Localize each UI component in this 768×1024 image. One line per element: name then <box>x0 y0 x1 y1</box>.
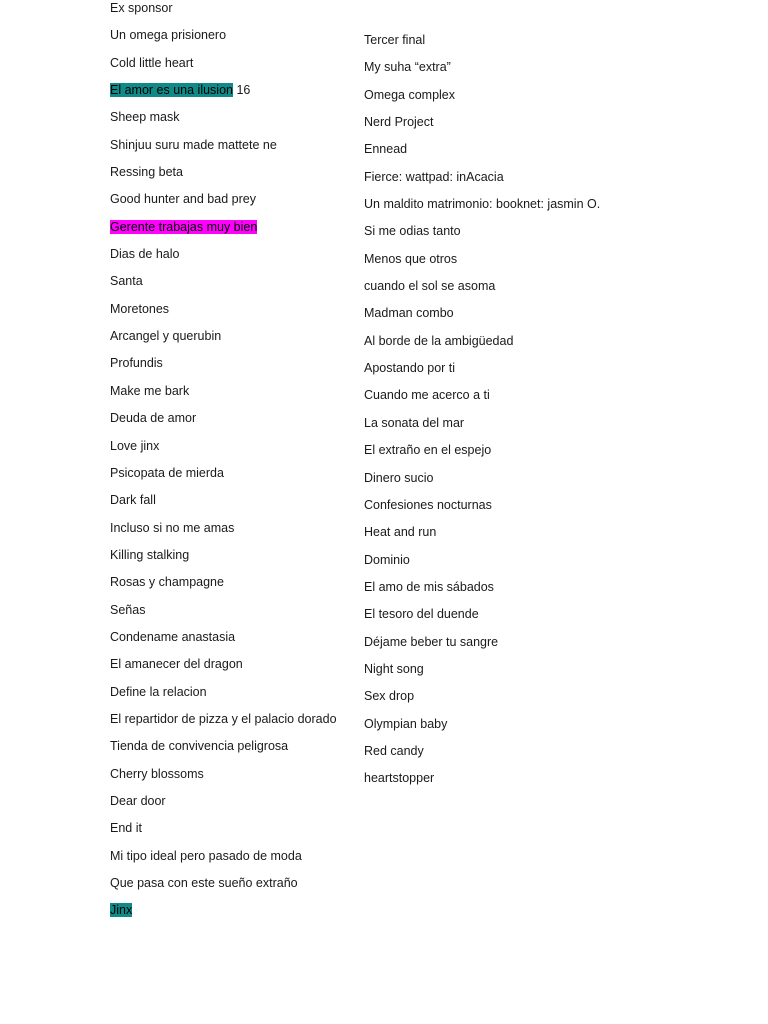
list-item <box>364 524 600 551</box>
list-item <box>364 114 600 141</box>
list-item <box>110 82 337 109</box>
list-item <box>110 246 337 273</box>
title-text: End it <box>110 821 142 836</box>
title-text: Killing stalking <box>110 547 190 562</box>
title-text: Omega complex <box>364 87 456 102</box>
list-item <box>110 465 337 492</box>
title-text: El extraño en el espejo <box>364 443 492 458</box>
title-text: Dear door <box>110 793 166 808</box>
title-text: Menos que otros <box>364 251 458 266</box>
list-item <box>364 59 600 86</box>
title-text: El repartidor de pizza y el palacio dorado <box>110 711 337 726</box>
title-text: Shinjuu suru made mattete ne <box>110 137 277 152</box>
list-item <box>110 164 337 191</box>
title-text: Dinero sucio <box>364 470 434 485</box>
title-text: Si me odias tanto <box>364 224 461 239</box>
list-item <box>364 223 600 250</box>
list-item <box>110 711 337 738</box>
list-item <box>110 520 337 547</box>
title-text: Cold little heart <box>110 55 194 70</box>
list-item <box>110 547 337 574</box>
list-item <box>110 438 337 465</box>
list-item <box>110 0 337 27</box>
title-text: Cuando me acerco a ti <box>364 388 490 403</box>
list-item <box>110 27 337 54</box>
title-text: heartstopper <box>364 771 435 786</box>
title-text: Incluso si no me amas <box>110 520 235 535</box>
list-item <box>110 656 337 683</box>
list-item <box>364 333 600 360</box>
list-item <box>110 684 337 711</box>
title-text: Cherry blossoms <box>110 766 204 781</box>
title-text: El amanecer del dragon <box>110 657 243 672</box>
list-item <box>364 606 600 633</box>
list-item <box>364 442 600 469</box>
list-item <box>364 579 600 606</box>
list-item <box>110 55 337 82</box>
title-text: Sheep mask <box>110 110 180 125</box>
list-item <box>110 109 337 136</box>
list-item <box>364 552 600 579</box>
title-text: Nerd Project <box>364 115 434 130</box>
title-text: Santa <box>110 274 143 289</box>
title-text: Dominio <box>364 552 410 567</box>
title-text: Un maldito matrimonio: booknet: jasmin O. <box>364 197 601 212</box>
title-text: Un omega prisionero <box>110 28 227 43</box>
title-text: Ennead <box>364 142 408 157</box>
list-item <box>364 169 600 196</box>
title-text: Moretones <box>110 301 170 316</box>
title-text: Madman combo <box>364 306 454 321</box>
title-text: Al borde de la ambigüedad <box>364 333 514 348</box>
list-item <box>364 305 600 332</box>
title-text: La sonata del mar <box>364 415 465 430</box>
title-text: Make me bark <box>110 383 190 398</box>
list-item <box>364 415 600 442</box>
list-item <box>364 196 600 223</box>
title-text: Red candy <box>364 743 424 758</box>
list-item <box>110 219 337 246</box>
title-text: Deuda de amor <box>110 411 197 426</box>
title-text: Psicopata de mierda <box>110 465 224 480</box>
title-text: Señas <box>110 602 146 617</box>
title-text: Night song <box>364 661 424 676</box>
title-text: cuando el sol se asoma <box>364 279 496 294</box>
list-item <box>110 328 337 355</box>
title-text: Profundis <box>110 356 163 371</box>
title-text: Que pasa con este sueño extraño <box>110 876 298 890</box>
title-text: Condename anastasia <box>110 629 236 644</box>
title-text: Déjame beber tu sangre <box>364 634 499 649</box>
list-item <box>364 497 600 524</box>
list-item <box>110 355 337 382</box>
list-item <box>364 716 600 743</box>
list-item <box>110 574 337 601</box>
list-item <box>364 743 600 770</box>
title-text: Apostando por ti <box>364 361 456 376</box>
list-item <box>364 87 600 114</box>
title-text: Sex drop <box>364 689 415 704</box>
title-text: Confesiones nocturnas <box>364 497 492 512</box>
title-text: El tesoro del duende <box>364 607 479 622</box>
list-item <box>364 32 600 59</box>
title-text: Fierce: wattpad: inAcacia <box>364 169 504 184</box>
list-item <box>364 634 600 661</box>
list-item <box>364 141 600 168</box>
list-item <box>110 410 337 437</box>
list-item <box>110 191 337 218</box>
title-list-right <box>364 32 600 798</box>
title-text: Ex sponsor <box>110 1 173 15</box>
list-item <box>110 273 337 300</box>
list-item <box>110 848 337 875</box>
highlighted-title: El amor es una ilusion <box>110 83 233 98</box>
title-text: Tercer final <box>364 33 426 47</box>
title-text: Olympian baby <box>364 716 448 731</box>
list-item <box>110 137 337 164</box>
list-item <box>110 902 337 929</box>
title-text: Dark fall <box>110 493 156 508</box>
title-text: Tienda de convivencia peligrosa <box>110 739 289 754</box>
list-item <box>110 766 337 793</box>
title-text: Define la relacion <box>110 684 207 699</box>
title-text: Heat and run <box>364 525 437 540</box>
list-item <box>110 875 337 902</box>
list-item <box>364 251 600 278</box>
list-item <box>110 602 337 629</box>
list-item <box>110 383 337 410</box>
list-item <box>110 629 337 656</box>
list-item <box>364 688 600 715</box>
list-item <box>110 820 337 847</box>
list-item <box>364 278 600 305</box>
title-text: Dias de halo <box>110 247 180 262</box>
list-item <box>364 661 600 688</box>
title-text: Ressing beta <box>110 165 183 180</box>
list-item <box>364 470 600 497</box>
list-item <box>110 301 337 328</box>
title-text: El amo de mis sábados <box>364 579 494 594</box>
list-item <box>110 793 337 820</box>
highlighted-title: Gerente trabajas muy bien <box>110 219 258 234</box>
list-item <box>364 770 600 797</box>
title-list-left <box>110 0 337 930</box>
title-text: My suha “extra” <box>364 60 451 75</box>
title-text: Rosas y champagne <box>110 575 224 590</box>
list-item <box>110 738 337 765</box>
title-text: Love jinx <box>110 438 160 453</box>
list-item <box>110 492 337 519</box>
list-item <box>364 360 600 387</box>
highlighted-title: Jinx <box>110 903 133 918</box>
title-text: Good hunter and bad prey <box>110 192 256 207</box>
title-suffix: 16 <box>232 83 251 98</box>
title-text: Mi tipo ideal pero pasado de moda <box>110 848 302 863</box>
list-item <box>364 387 600 414</box>
title-text: Arcangel y querubin <box>110 329 222 344</box>
